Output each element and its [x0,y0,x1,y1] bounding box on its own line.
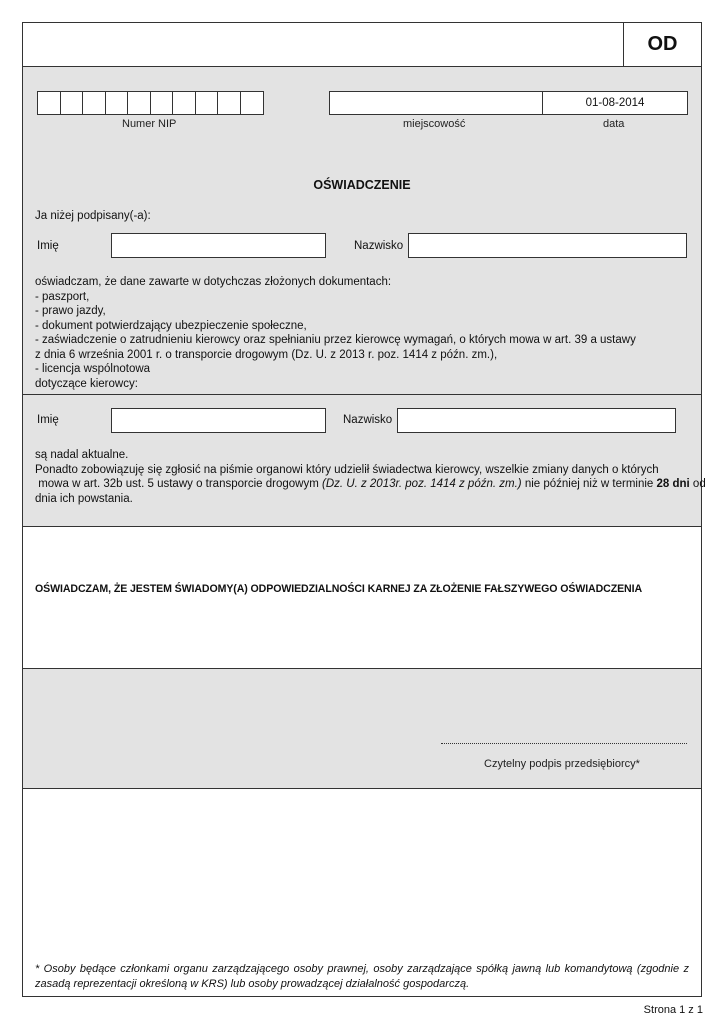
statement-line: Ponadto zobowiązuję się zgłosić na piśmie organowi który udzielił świadectwa kierowcy, wszelkie zmiany danych o których [35,463,659,476]
form-frame [22,22,706,997]
documents-text [35,275,636,391]
footnote-section [23,789,701,996]
document-item: - prawo jazdy, [35,305,106,317]
last-name-label: Nazwisko [354,240,404,252]
nip-digit-cell[interactable] [173,92,196,114]
statement-citation: (Dz. U. z 2013r. poz. 1414 z późn. zm.) [321,478,522,490]
nip-digit-cell[interactable] [128,92,151,114]
statement-line: dnia ich powstania. [35,492,133,505]
statement-line [35,477,706,492]
date-caption: data [603,118,625,130]
statement-text: mowa w art. 32b ust. 5 ustawy o transporcie drogowym [35,478,322,490]
form-header [23,23,701,67]
driver-last-name-input[interactable] [397,408,676,433]
declaration-section [23,67,701,395]
driver-first-name-input[interactable] [111,408,326,433]
signature-section [23,669,701,789]
statement-deadline: 28 dni [656,478,690,490]
nip-caption: Numer NIP [122,118,177,130]
undersigned-text: Ja niżej podpisany(-a): [35,210,151,222]
place-caption: miejscowość [403,118,466,130]
statement-text: od [689,478,706,490]
document-item: - paszport, [35,290,90,303]
footnote-text: * Osoby będące członkami organu zarządzającego osoby prawnej, osoby zarządzające spółką jawną lub komandytową (zgodnie z zasadą reprezentacji określoną w KRS) lub osoby prowadzącej działalność gospodarczą. [35,963,689,990]
nip-digit-cell[interactable] [196,92,219,114]
driver-first-name-label: Imię [37,414,59,426]
nip-digit-cell[interactable] [61,92,84,114]
document-item: - dokument potwierdzający ubezpieczenie społeczne, [35,319,307,332]
first-name-label: Imię [37,240,59,252]
place-input[interactable] [330,92,543,114]
nip-input[interactable] [37,91,264,115]
document-item: z dnia 6 września 2001 r. o transporcie drogowym (Dz. U. z 2013 r. poz. 1414 z późn. zm.), [35,348,498,361]
nip-digit-cell[interactable] [151,92,174,114]
documents-intro: oświadczam, że dane zawarte w dotychczas złożonych dokumentach: [35,276,392,288]
nip-digit-cell[interactable] [241,92,264,114]
date-field[interactable]: 01-08-2014 [585,97,645,109]
signature-caption: Czytelny podpis przedsiębiorcy* [484,758,640,770]
document-item: dotyczące kierowcy: [35,377,138,390]
nip-digit-cell[interactable] [218,92,241,114]
page-title: OŚWIADCZENIE [313,178,411,192]
nip-digit-cell[interactable] [38,92,61,114]
form-code: OD [623,23,701,66]
driver-last-name-label: Nazwisko [343,414,393,426]
document-item: - licencja wspólnotowa [35,363,151,375]
statement-line: są nadal aktualne. [35,449,129,461]
nip-digit-cell[interactable] [83,92,106,114]
signature-line[interactable] [441,743,687,744]
place-date-box [329,91,688,115]
first-name-input[interactable] [111,233,326,258]
liability-warning: OŚWIADCZAM, ŻE JESTEM ŚWIADOMY(A) ODPOWIEDZIALNOŚCI KARNEJ ZA ZŁOŻENIE FAŁSZYWEGO OŚWIADCZENIA [35,583,642,595]
statement-text: nie później niż w terminie [521,478,657,490]
driver-statement [35,448,706,506]
last-name-input[interactable] [408,233,687,258]
nip-digit-cell[interactable] [106,92,129,114]
document-item: - zaświadczenie o zatrudnieniu kierowcy oraz spełnianiu przez kierowcę wymagań, o których mowa w art. 39 a ustawy [35,334,636,346]
warning-section [23,527,701,669]
page-number: Strona 1 z 1 [643,1004,703,1016]
driver-section [23,395,706,527]
